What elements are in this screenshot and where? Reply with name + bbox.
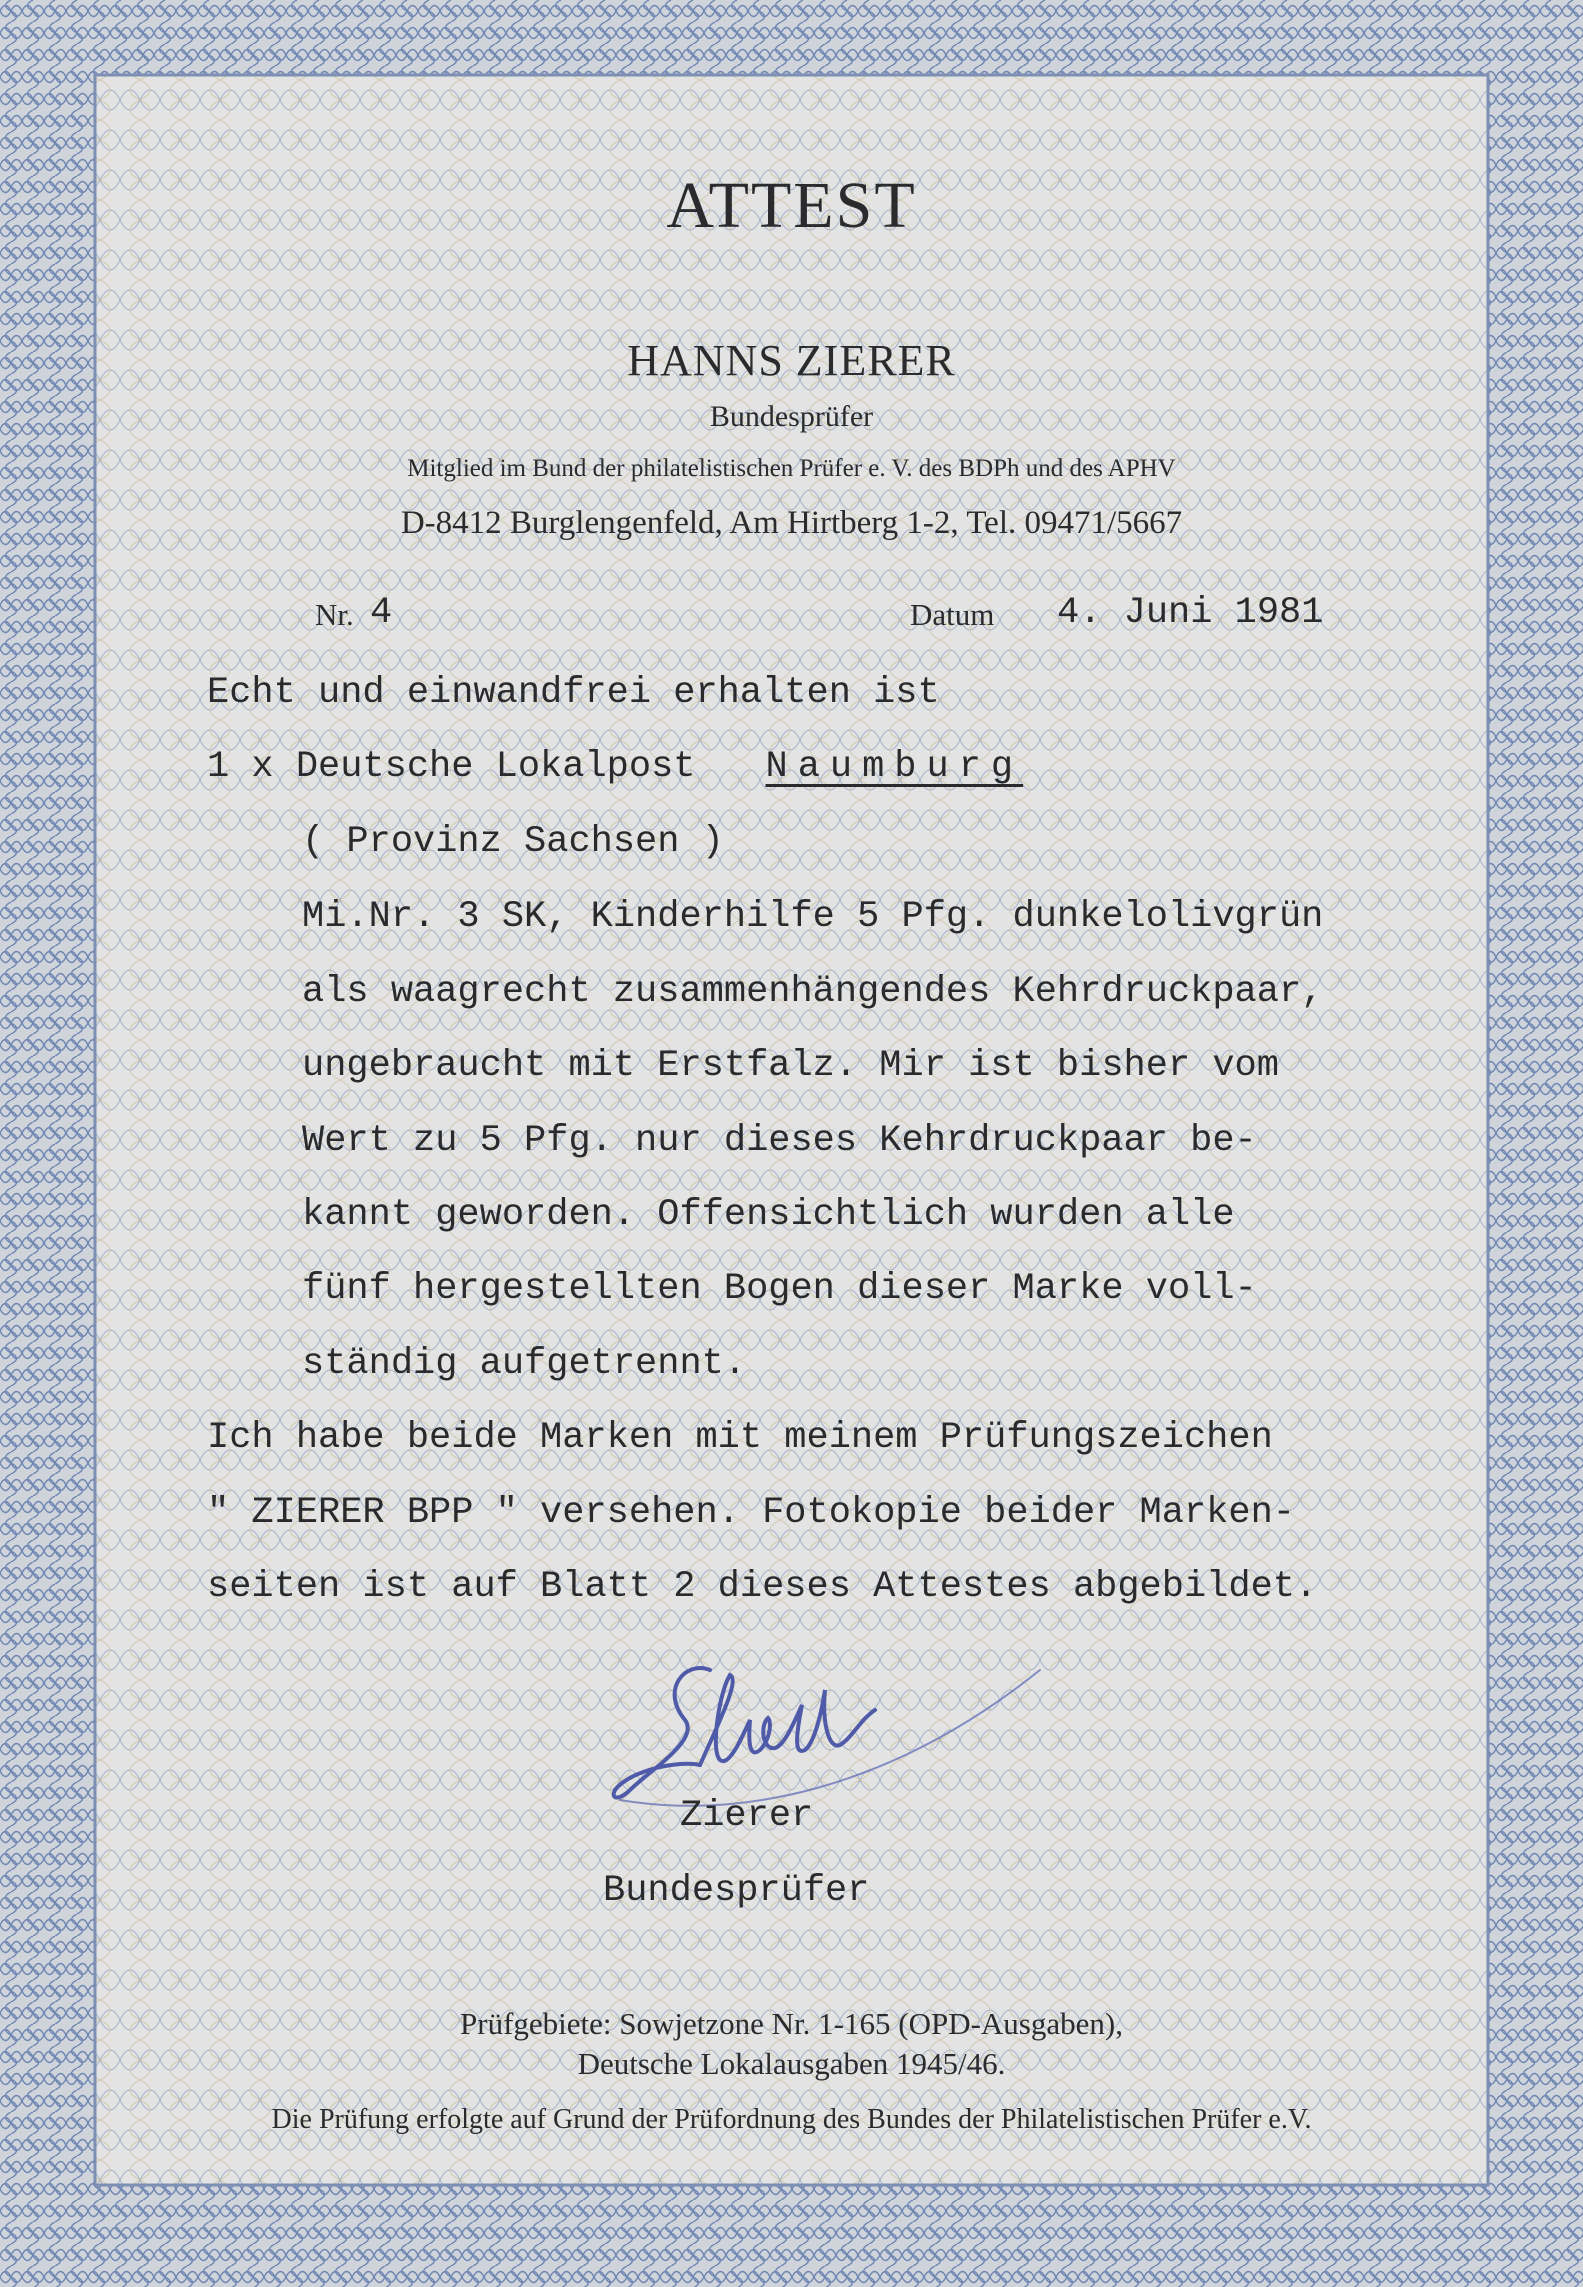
examination-fields-line-2: Deutsche Lokalausgaben 1945/46. [577, 2046, 1006, 2081]
body-line-10: ständig aufgetrennt. [302, 1343, 747, 1385]
nr-value: 4 [370, 592, 393, 634]
address-line: D-8412 Burglengenfeld, Am Hirtberg 1-2, Tel. 09471/5667 [400, 505, 1183, 541]
body-line-5: als waagrecht zusammenhängendes Kehrdruckpaar, [302, 971, 1324, 1013]
body-line-2-prefix: 1 x Deutsche Lokalpost [207, 746, 696, 788]
membership-line: Mitglied im Bund der philatelistischen Prüfer e. V. des BDPh und des APHV [407, 455, 1176, 482]
body-line-6: ungebraucht mit Erstfalz. Mir ist bisher vom [302, 1045, 1279, 1087]
body-line-12: " ZIERER BPP " versehen. Fotokopie beider Marken- [207, 1492, 1295, 1534]
body-line-8: kannt geworden. Offensichtlich wurden alle [302, 1194, 1235, 1236]
handwritten-signature [590, 1650, 1050, 1810]
body-line-1: Echt und einwandfrei erhalten ist [207, 672, 940, 714]
body-line-3: ( Provinz Sachsen ) [302, 821, 724, 863]
city-name: Naumburg [765, 746, 1024, 788]
body-line-9: fünf hergestellten Bogen dieser Marke voll- [302, 1268, 1257, 1310]
body-line-4: Mi.Nr. 3 SK, Kinderhilfe 5 Pfg. dunkelolivgrün [302, 896, 1324, 938]
legal-footer: Die Prüfung erfolgte auf Grund der Prüfordnung des Bundes der Philatelistischen Prüfer e.V. [271, 2104, 1312, 2135]
examiner-name: HANNS ZIERER [627, 336, 956, 385]
body-line-7: Wert zu 5 Pfg. nur dieses Kehrdruckpaar be- [302, 1120, 1257, 1162]
examination-fields-line-1: Prüfgebiete: Sowjetzone Nr. 1-165 (OPD-Ausgaben), [460, 2006, 1123, 2041]
certificate-title: ATTEST [666, 169, 917, 242]
body-line-13: seiten ist auf Blatt 2 dieses Attestes abgebildet. [207, 1566, 1318, 1608]
signature-name: Zierer [680, 1795, 814, 1837]
datum-value: 4. Juni 1981 [1057, 592, 1324, 634]
signature-role: Bundesprüfer [603, 1870, 870, 1912]
nr-label: Nr. [315, 597, 354, 632]
body-line-11: Ich habe beide Marken mit meinem Prüfungszeichen [207, 1417, 1273, 1459]
body-line-2 [207, 746, 1023, 788]
examiner-role: Bundesprüfer [709, 400, 874, 433]
datum-label: Datum [910, 597, 995, 632]
